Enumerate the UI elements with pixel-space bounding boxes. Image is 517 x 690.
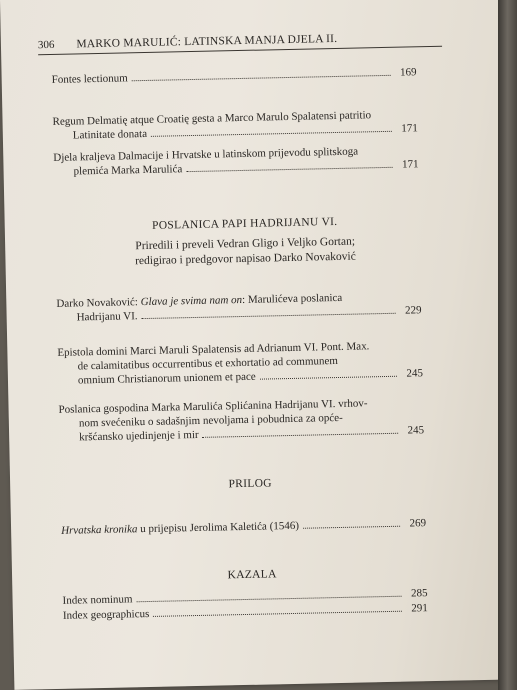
toc-entry-line: Regum Delmatię atque Croatię gesta a Marco Marulo Spalatensi patritio <box>52 109 372 128</box>
toc-entry-title: Fontes lectionum <box>51 72 128 86</box>
toc-entry-line: de calamitatibus occurrentibus et exhortatio ad communem <box>77 355 339 373</box>
toc-entry-epistola <box>57 338 423 388</box>
toc-page-number: 285 <box>410 587 428 600</box>
toc-entry-line: Djela kraljeva Dalmacije i Hrvatske u latinskom prijevodu splitskoga <box>53 145 359 164</box>
dot-leader <box>151 130 392 137</box>
entry-author: Darko Novaković: <box>56 296 141 310</box>
entry-italic-title: Hrvatska kronika <box>61 523 138 537</box>
toc-entry-poslanica-gospodina <box>58 395 424 445</box>
toc-entry-line <box>61 519 299 538</box>
toc-page-number: 245 <box>406 367 424 380</box>
dot-leader <box>186 166 392 172</box>
toc-entry-fontes <box>52 65 417 87</box>
toc-page-number: 169 <box>399 66 417 79</box>
toc-entry-regum <box>52 107 418 143</box>
toc-entry-line: Epistola domini Marci Maruli Spalatensis ad Adrianum VI. Pont. Max. <box>57 340 370 359</box>
toc-entry-line: kršćansko ujedinjenje i mir <box>79 428 199 444</box>
toc-entry-line: Hadrijanu VI. <box>76 310 138 324</box>
dot-leader <box>153 610 402 617</box>
section-credits-line: redigirao i predgovor napisao Darko Novaković <box>135 250 356 268</box>
entry-title-rest: : Marulićeva poslanica <box>241 291 343 306</box>
toc-entry-title: Index geographicus <box>62 608 150 622</box>
page-header <box>38 31 442 55</box>
dot-leader <box>137 595 402 603</box>
page-number: 306 <box>37 38 55 52</box>
entry-title-rest: u prijepisu Jerolima Kaletića (1546) <box>137 519 300 536</box>
toc-page-number: 245 <box>407 424 425 437</box>
entry-italic-title: Glava je svima nam on <box>140 293 243 309</box>
toc-entry-line: Poslanica gospodina Marka Marulića Splićanina Hadrijanu VI. vrhov- <box>58 397 368 416</box>
toc-entry-title: Index nominum <box>62 593 133 607</box>
toc-entry-djela <box>53 143 419 179</box>
section-title-prilog: PRILOG <box>228 477 272 491</box>
toc-page-number: 171 <box>401 158 419 171</box>
section-title-poslanica: POSLANICA PAPI HADRIJANU VI. <box>151 215 338 232</box>
toc-entry-line: nom svećeniku o sadašnjim nevoljama i pobudnica za opće- <box>78 411 343 430</box>
toc-entry-line: Latinitate donata <box>72 127 148 142</box>
toc-entry-line: plemića Marka Marulića <box>73 163 183 178</box>
toc-entry-hrvatska-kronika <box>61 516 426 538</box>
dot-leader <box>303 525 400 529</box>
running-title: MARKO MARULIĆ: LATINSKA MANJA DJELA II. <box>76 32 338 51</box>
section-credits-line: Priredili i preveli Vedran Gligo i Veljko Gortan; <box>135 235 356 253</box>
toc-entry-novakovic <box>56 289 422 325</box>
toc-page-number: 229 <box>404 304 422 317</box>
toc-entry-line: omnium Christianorum unionem et pace <box>77 370 256 387</box>
section-title-kazala: KAZALA <box>227 568 277 582</box>
book-spine-edge <box>498 0 517 690</box>
dot-leader <box>132 74 391 81</box>
dot-leader <box>142 312 396 319</box>
toc-page-number: 269 <box>409 517 427 530</box>
toc-page-number: 171 <box>401 122 418 135</box>
dot-leader <box>260 375 397 380</box>
dot-leader <box>203 432 399 438</box>
toc-page-number: 291 <box>411 602 428 615</box>
